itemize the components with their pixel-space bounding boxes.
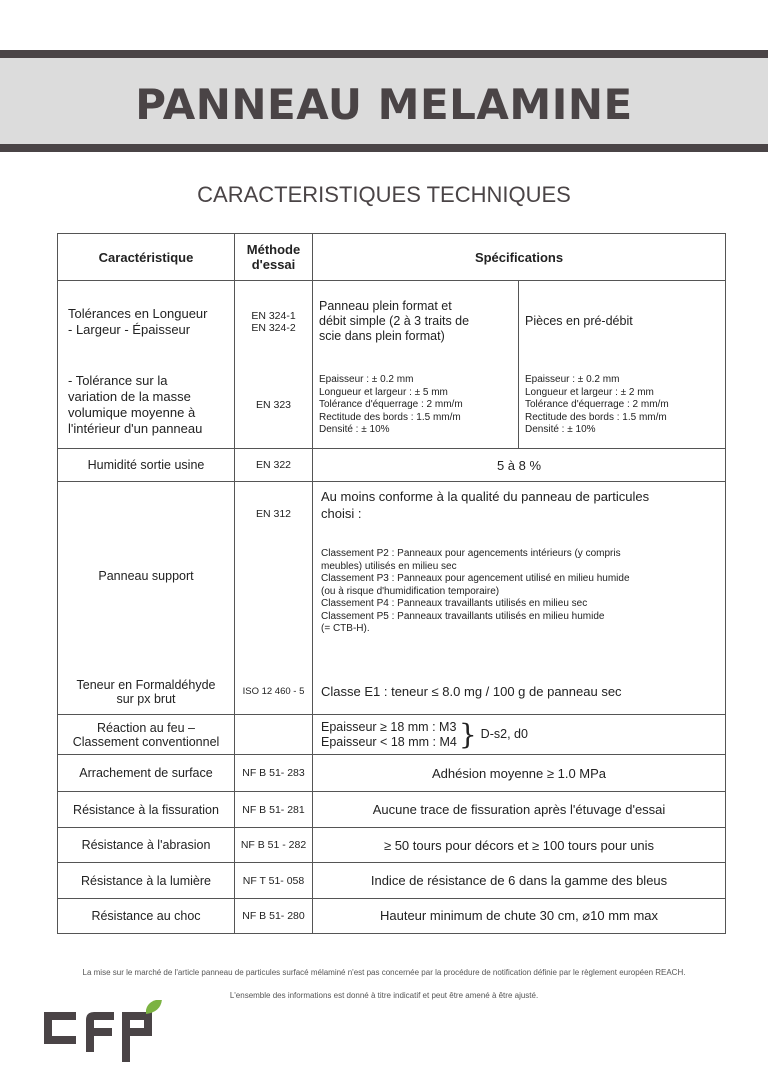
density-label-line4: l'intérieur d'un panneau [68, 421, 203, 437]
table-row-humidity [58, 449, 726, 482]
full-thickness: Epaisseur : ± 0.2 mm [319, 374, 414, 385]
formaldehyde-value: Classe E1 : teneur ≤ 8.0 mg / 100 g de panneau sec [313, 670, 726, 715]
pre-squareness: Tolérance d'équerrage : 2 mm/m [525, 399, 669, 410]
table-row [58, 792, 726, 828]
row-value: Hauteur minimum de chute 30 cm, ⌀10 mm max [313, 899, 726, 934]
row-method: NF B 51- 283 [235, 755, 313, 792]
brace-icon: } [458, 717, 477, 751]
logo-letter-f [86, 1012, 114, 1052]
support-intro-line1: Au moins conforme à la qualité du panneau de particules [321, 489, 650, 504]
table-row-support [58, 482, 726, 670]
class-p4: Classement P4 : Panneaux travaillants utilisés en milieu sec [321, 598, 588, 609]
full-format-line1: Panneau plein format et [319, 299, 452, 314]
header-method-line1: Méthode [246, 242, 301, 257]
row-method: NF B 51- 281 [235, 792, 313, 828]
table-header-row [58, 234, 726, 281]
formaldehyde-label-line2: sur px brut [116, 691, 176, 706]
fire-class-m3: M3 [439, 719, 457, 734]
formaldehyde-method: ISO 12 460 - 5 [235, 670, 313, 715]
tolerances-method [235, 281, 313, 363]
full-straightness: Rectitude des bords : 1.5 mm/m [319, 411, 461, 423]
row-method: NF B 51 - 282 [235, 828, 313, 863]
row-value: Aucune trace de fissuration après l'étuvage d'essai [313, 792, 726, 828]
row-label: Résistance à la fissuration [58, 792, 235, 828]
tolerances-label [58, 281, 235, 363]
fire-thickness-lines [321, 720, 457, 750]
full-density: Densité : ± 10% [319, 424, 390, 435]
header-specifications: Spécifications [313, 234, 726, 281]
full-format-line3: scie dans plein format) [319, 329, 445, 344]
density-label-line2: variation de la masse [68, 389, 191, 405]
pre-cut-tolerances [519, 363, 726, 449]
humidity-label: Humidité sortie usine [58, 449, 235, 482]
table-row [58, 899, 726, 934]
fire-line2-label: Epaisseur < 18 mm : [321, 734, 436, 749]
tolerances-label-line1: Tolérances en Longueur [68, 305, 208, 321]
class-p5-line1: Classement P5 : Panneaux travaillants utilisés en milieu humide [321, 610, 605, 622]
pre-density: Densité : ± 10% [525, 424, 596, 435]
full-format-line2: débit simple (2 à 3 traits de [319, 314, 470, 329]
fire-class-m4: M4 [439, 734, 457, 749]
table-row-fire [58, 715, 726, 755]
table-row-density [58, 363, 726, 449]
page-subtitle: CARACTERISTIQUES TECHNIQUES [197, 182, 571, 207]
row-label: Arrachement de surface [58, 755, 235, 792]
logo-letter-p [122, 1012, 152, 1062]
row-value: ≥ 50 tours pour décors et ≥ 100 tours pour unis [313, 828, 726, 863]
row-label: Résistance au choc [58, 899, 235, 934]
support-spec [313, 482, 726, 670]
specifications-table [57, 233, 726, 934]
density-label-line3: volumique moyenne à [68, 405, 196, 421]
fire-label-line2: Classement conventionnel [72, 734, 220, 749]
fire-method [235, 715, 313, 755]
fire-label-line1: Réaction au feu – [97, 720, 195, 735]
density-method: EN 323 [235, 363, 313, 449]
density-label [58, 363, 235, 449]
tolerances-label-line2: - Largeur - Épaisseur [68, 321, 191, 337]
disclaimer: L'ensemble des informations est donné à titre indicatif et peut être amené à être ajusté. [229, 991, 539, 1000]
page-title: PANNEAU MELAMINE [135, 80, 633, 129]
table-row [58, 828, 726, 863]
leaf-icon [146, 1000, 162, 1014]
row-label: Résistance à l'abrasion [58, 828, 235, 863]
pre-cut-header: Pièces en pré-débit [519, 281, 726, 363]
support-label: Panneau support [58, 482, 235, 670]
fire-line1-label: Epaisseur ≥ 18 mm : [321, 719, 436, 734]
table-row-tolerances [58, 281, 726, 363]
tolerances-method-2: EN 324-2 [251, 321, 296, 334]
support-intro-line2: choisi : [321, 506, 362, 521]
formaldehyde-label [58, 670, 235, 715]
logo-letter-c [44, 1012, 76, 1044]
density-label-line1: - Tolérance sur la [68, 373, 168, 389]
fire-euroclass: D-s2, d0 [480, 727, 528, 741]
fire-spec [313, 715, 726, 755]
table-row-formaldehyde [58, 670, 726, 715]
class-p2-line2: meubles) utilisés en milieu sec [321, 560, 457, 572]
header-method [235, 234, 313, 281]
tolerances-method-1: EN 324-1 [251, 309, 296, 322]
header-method-line2: d'essai [251, 257, 296, 272]
pre-straightness: Rectitude des bords : 1.5 mm/m [525, 411, 667, 423]
full-length-width: Longueur et largeur : ± 5 mm [319, 386, 448, 398]
pre-length-width: Longueur et largeur : ± 2 mm [525, 386, 654, 398]
row-value: Adhésion moyenne ≥ 1.0 MPa [313, 755, 726, 792]
table-row [58, 863, 726, 899]
table-row [58, 755, 726, 792]
title-band [0, 50, 768, 152]
row-label: Résistance à la lumière [58, 863, 235, 899]
header-characteristic: Caractéristique [58, 234, 235, 281]
row-method: NF T 51- 058 [235, 863, 313, 899]
humidity-method: EN 322 [235, 449, 313, 482]
row-method: NF B 51- 280 [235, 899, 313, 934]
class-p2-line1: Classement P2 : Panneaux pour agencements intérieurs (y compris [321, 548, 621, 559]
reach-note: La mise sur le marché de l'article panneau de particules surfacé mélaminé n'est pas concernée par la procédure de notification définie par le règlement européen REACH. [82, 968, 686, 977]
pre-thickness: Epaisseur : ± 0.2 mm [525, 374, 620, 385]
full-squareness: Tolérance d'équerrage : 2 mm/m [319, 399, 463, 410]
class-p3-line2: (ou à risque d'humidification temporaire) [321, 585, 500, 597]
class-p5-line2: (= CTB-H). [321, 623, 370, 634]
full-format-tolerances [313, 363, 519, 449]
humidity-value: 5 à 8 % [313, 449, 726, 482]
support-method: EN 312 [235, 482, 313, 670]
row-value: Indice de résistance de 6 dans la gamme des bleus [313, 863, 726, 899]
formaldehyde-label-line1: Teneur en Formaldéhyde [76, 677, 216, 692]
class-p3-line1: Classement P3 : Panneaux pour agencement utilisé en milieu humide [321, 573, 630, 584]
full-format-header [313, 281, 519, 363]
fire-label [58, 715, 235, 755]
cfp-logo [42, 1000, 167, 1065]
